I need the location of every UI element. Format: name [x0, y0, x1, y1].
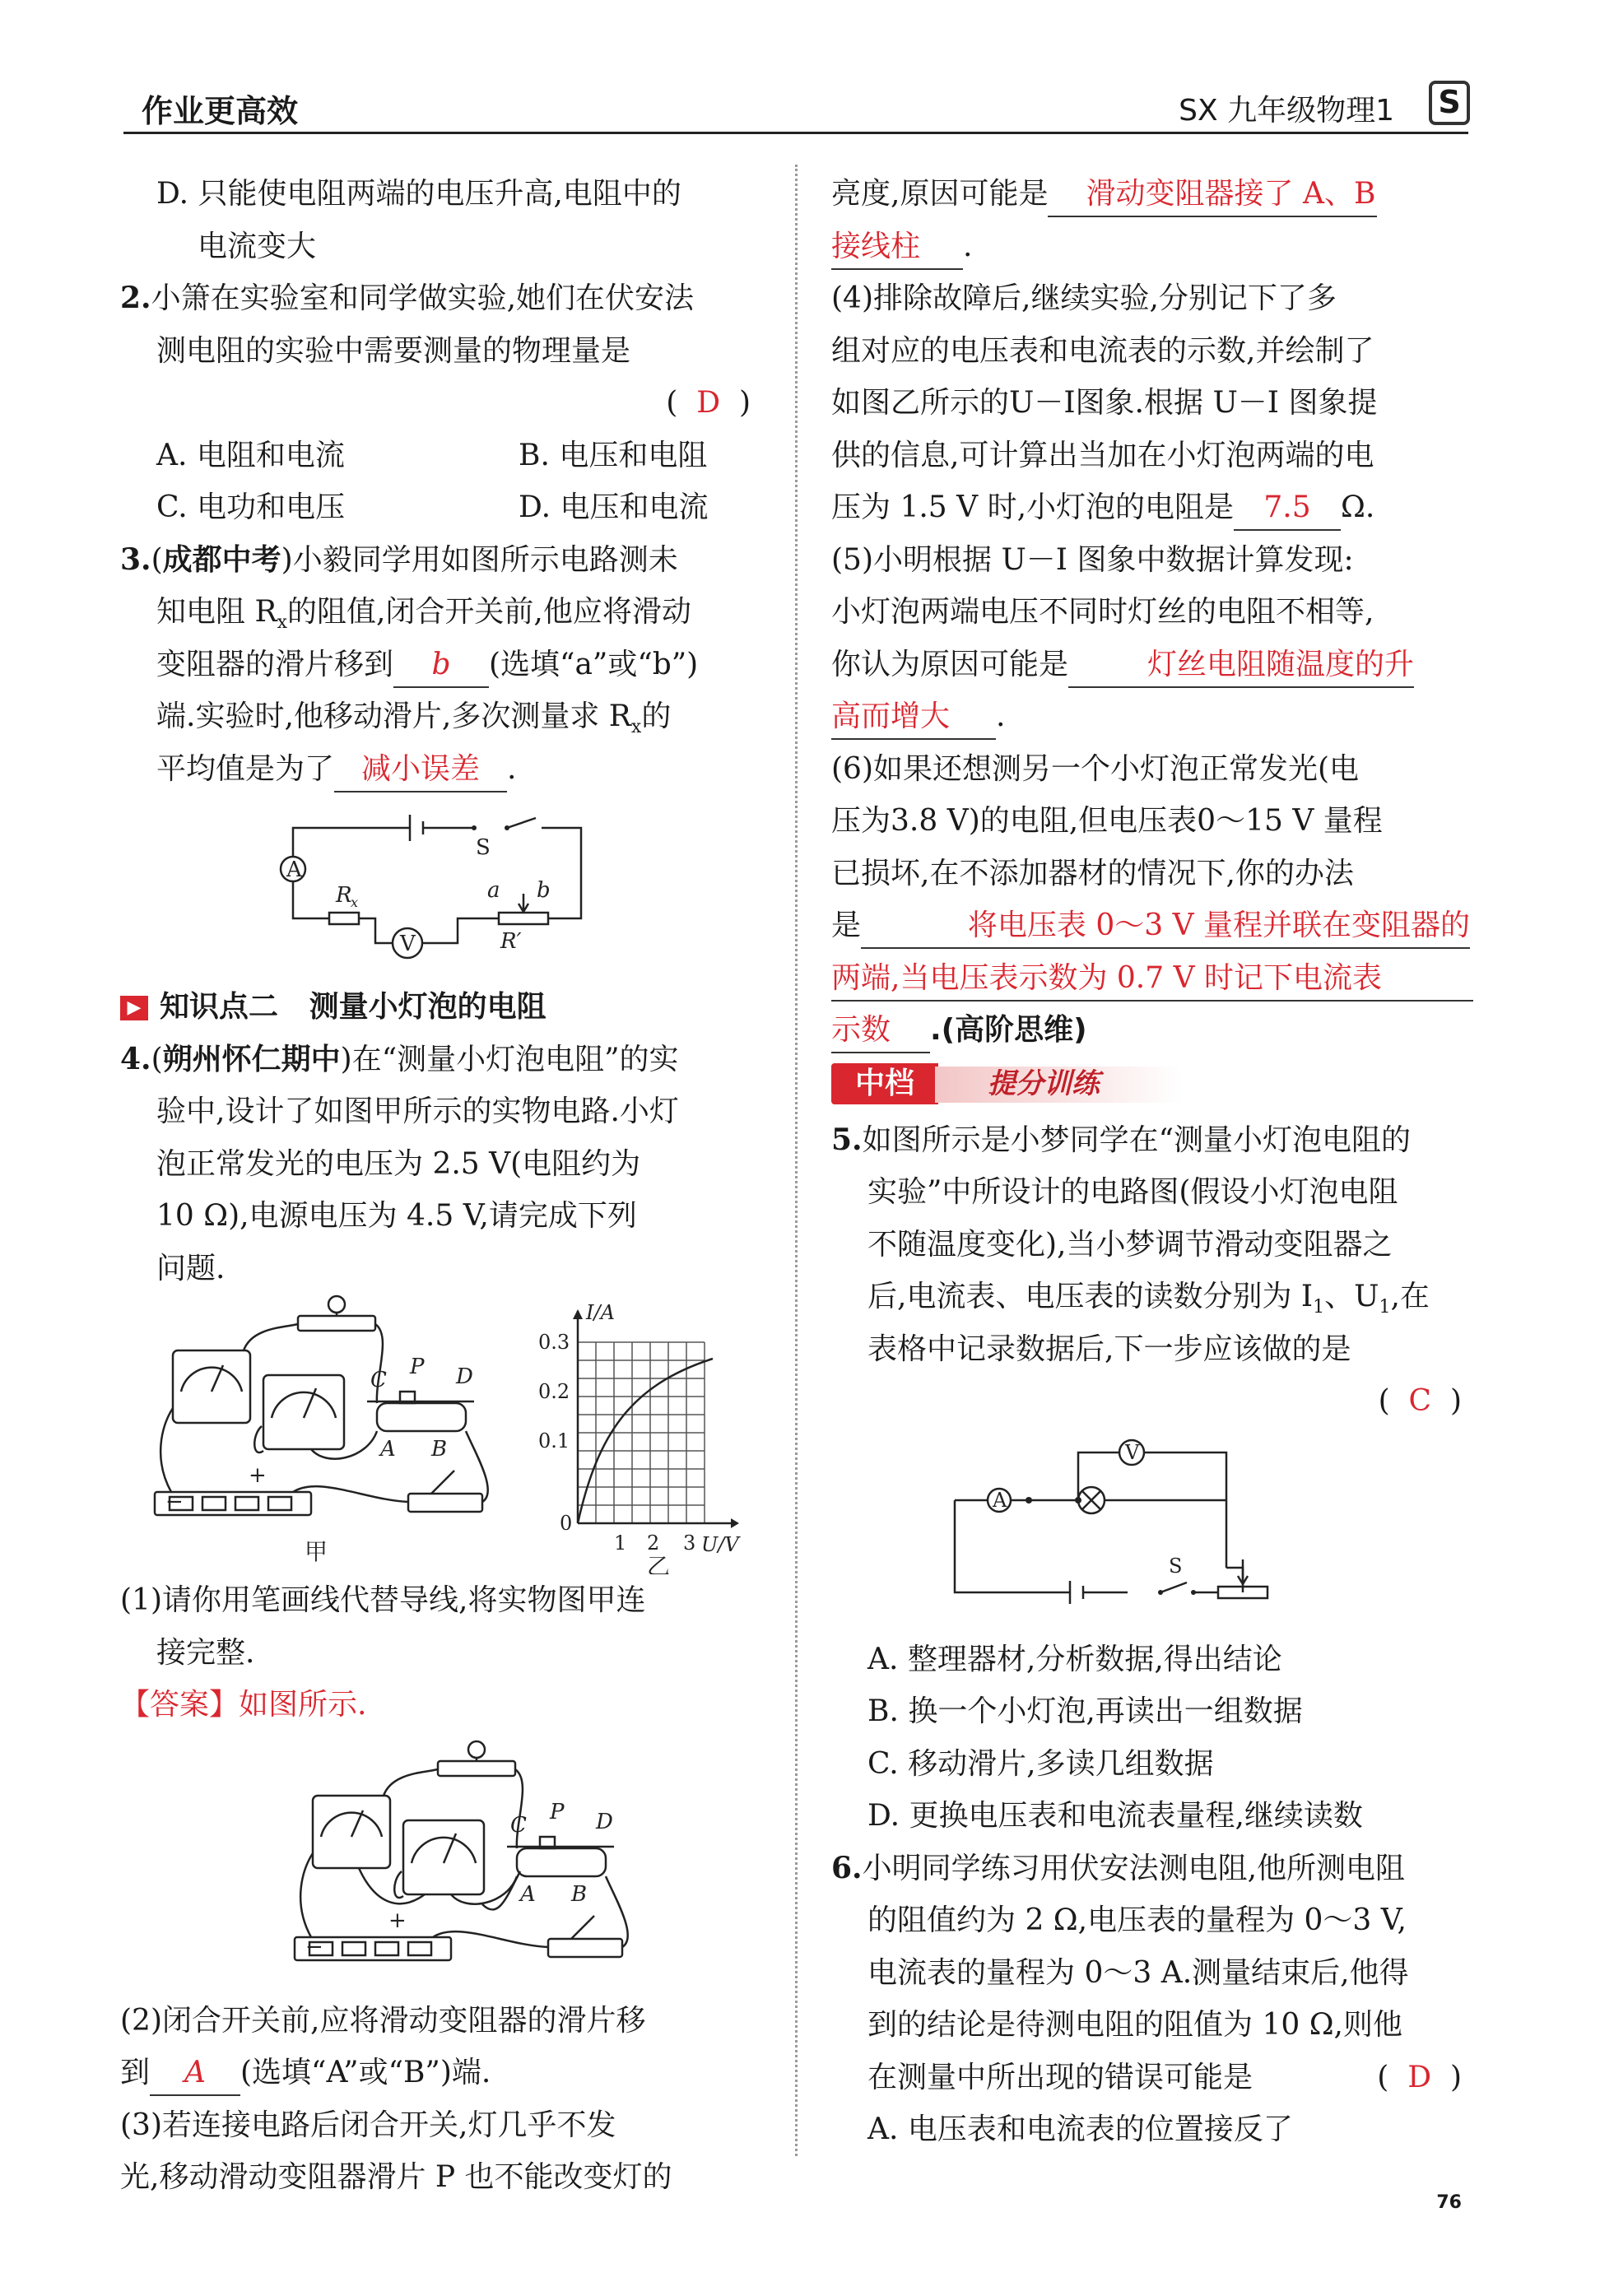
q3-rheostat-label: R′	[500, 929, 522, 954]
ans-slider-p: P	[550, 1799, 565, 1824]
p4-blank: 7.5	[1234, 486, 1341, 531]
q5-number: 5.	[831, 1122, 863, 1157]
answer-circuit-svg	[120, 1731, 770, 1995]
q5-answer-line	[831, 1375, 1481, 1428]
q3-text1: 小毅同学用如图所示电路测未	[292, 542, 678, 577]
p3-end: .	[963, 229, 973, 263]
q3-circuit-figure	[120, 795, 770, 976]
q4-number: 4.	[120, 1041, 151, 1076]
graph-ytick-0: 0	[560, 1512, 573, 1535]
p6-tag: .(高阶思维)	[930, 1013, 1087, 1047]
q5-text4mid: 、U	[1324, 1280, 1379, 1313]
q4-line1: 4.(朔州怀仁期中)在“测量小灯泡电阻”的实	[120, 1041, 679, 1076]
figure-jia-caption: 甲	[305, 1538, 328, 1565]
q6-line2: 的阻值约为 2 Ω,电压表的量程为 0～3 V,	[867, 1903, 1407, 1937]
q6-text1: 小明同学练习用伏安法测电阻,他所测电阻	[862, 1851, 1406, 1885]
q5-sub2: 1	[1379, 1297, 1391, 1318]
q3-text2b: 的阻值,闭合开关前,他应将滑动	[286, 595, 691, 629]
iu-graph	[538, 1301, 741, 1556]
column-divider	[795, 165, 798, 2156]
q6-answer: ( D )	[1377, 2060, 1462, 2094]
q1-option-d-line2: 电流变大	[198, 229, 317, 263]
p4-text: 压为 1.5 V 时,小灯泡的电阻是	[831, 490, 1235, 524]
q3-number: 3.	[120, 541, 151, 577]
left-column	[120, 168, 770, 2204]
q5-text4b: ,在	[1390, 1280, 1430, 1313]
q4-line2: 验中,设计了如图甲所示的实物电路.小灯	[156, 1095, 679, 1128]
q2-options-row1	[120, 430, 770, 482]
jia-terminal-b: B	[431, 1437, 448, 1462]
banner-level: 中档	[831, 1063, 938, 1104]
q3-source: 成都中考	[162, 542, 281, 577]
q5-option-a: A. 整理器材,分析数据,得出结论	[867, 1642, 1282, 1676]
q4-line5: 问题.	[156, 1251, 226, 1285]
ans-terminal-a: A	[520, 1881, 536, 1907]
q4-figures-svg	[120, 1294, 770, 1574]
q4-p3-cont2	[831, 221, 1481, 273]
q3-line5	[120, 743, 770, 796]
q3-text2a: 知电阻 R	[156, 595, 277, 629]
q5-text1: 如图所示是小梦同学在“测量小灯泡电阻的	[862, 1122, 1411, 1157]
p3-blank2: 接线柱	[831, 225, 963, 270]
q4-p1-line2: 接完整.	[156, 1635, 255, 1670]
jia-terminal-a: A	[380, 1437, 396, 1462]
p6-blank2: 两端,当电压表示数为 0.7 V 时记下电流表	[831, 957, 1473, 1002]
q4-p4-line5	[831, 481, 1481, 534]
q2-option-c: C. 电功和电压	[156, 490, 346, 524]
banner-title: 提分训练	[988, 1067, 1100, 1100]
q5-line2: 实验”中所设计的电路图(假设小灯泡电阻	[867, 1175, 1398, 1209]
q5-line3: 不随温度变化),当小梦调节滑动变阻器之	[867, 1227, 1393, 1262]
graph-xtick-3: 3	[683, 1531, 696, 1555]
q4-p5-line4	[831, 690, 1481, 743]
q4-p4-line3: 如图乙所示的U－I图象.根据 U－I 图象提	[831, 386, 1378, 420]
q5-sub1: 1	[1313, 1297, 1325, 1318]
q2-answer-letter: D	[696, 386, 721, 420]
q4-p3-line2: 光,移动滑动变阻器滑片 P 也不能改变灯的	[120, 2160, 672, 2194]
jia-battery-minus: −	[165, 1490, 184, 1514]
kp2-title: 测量小灯泡的电阻	[309, 990, 547, 1024]
jia-slider-p: P	[410, 1355, 425, 1379]
publisher-logo: S	[1429, 81, 1470, 125]
q4-p3-cont	[831, 168, 1481, 221]
p6-blank1: 将电压表 0～3 V 量程并联在变阻器的	[861, 904, 1470, 949]
q4-p2-to: 到	[120, 2056, 151, 2089]
q3-switch-label: S	[476, 835, 491, 860]
q5-option-d: D. 更换电压表和电流表量程,继续读数	[867, 1799, 1363, 1833]
q5-line4	[831, 1271, 1481, 1323]
kp2-label: 知识点二	[160, 990, 279, 1024]
q4-figures	[120, 1294, 770, 1574]
q2-line1	[120, 272, 770, 325]
q3-text4a: 端.实验时,他移动滑片,多次测量求 R	[156, 699, 631, 733]
answer-tag: 【答案】	[120, 1688, 240, 1722]
q4-p6-line3: 已损坏,在不添加器材的情况下,你的办法	[831, 856, 1354, 890]
q4-p2-line1: (2)闭合开关前,应将滑动变阻器的滑片移	[120, 2003, 646, 2038]
q3-text3b: (选填“a”或“b”)	[489, 647, 699, 681]
q4-p2-blank: A	[150, 2052, 240, 2096]
answer-text: 如图所示.	[239, 1688, 367, 1722]
q4-p3-line1: (3)若连接电路后闭合开关,灯几乎不发	[120, 2108, 616, 2142]
q2-option-b: B. 电压和电阻	[519, 438, 708, 472]
graph-xtick-2: 2	[647, 1531, 660, 1555]
knowledge-point-2	[120, 981, 770, 1034]
q3-terminal-a: a	[487, 878, 500, 903]
q4-line4: 10 Ω),电源电压为 4.5 V,请完成下列	[156, 1199, 637, 1233]
q4-line3: 泡正常发光的电压为 2.5 V(电阻约为	[156, 1146, 641, 1181]
q3-rx-label: R	[336, 883, 352, 908]
right-column	[831, 168, 1481, 2156]
q3-voltmeter-label: V	[400, 932, 416, 956]
q3-text4b: 的	[641, 699, 672, 733]
q3-line2	[120, 586, 770, 639]
q3-terminal-b: b	[537, 878, 551, 903]
q6-line3: 电流表的量程为 0～3 A.测量结束后,他得	[867, 1955, 1409, 1990]
q6-option-a: A. 电压表和电流表的位置接反了	[867, 2112, 1293, 2146]
jia-terminal-c: C	[370, 1368, 387, 1392]
q3-blank1: b	[393, 644, 489, 688]
ans-terminal-b: B	[571, 1881, 588, 1907]
q4-p6-line2: 压为3.8 V)的电阻,但电压表0～15 V 量程	[831, 804, 1383, 838]
q4-p6-line6	[831, 1004, 1481, 1057]
header-rule	[123, 132, 1468, 134]
q3-text5a: 平均值是为了	[156, 751, 335, 786]
q2-answer-line	[120, 377, 770, 430]
ans-terminal-c: C	[510, 1812, 527, 1838]
q5-ammeter-label: A	[993, 1488, 1007, 1512]
q2-number: 2.	[120, 281, 151, 315]
ans-battery-minus: −	[305, 1934, 323, 1959]
p5-end: .	[996, 699, 1006, 733]
q6-number: 6.	[831, 1850, 863, 1885]
p3-blank1: 滑动变阻器接了 A、B	[1048, 173, 1377, 217]
p5-blank1: 灯丝电阻随温度的升	[1068, 644, 1414, 688]
q5-answer: ( C )	[1378, 1384, 1462, 1418]
jia-battery-plus: +	[249, 1463, 267, 1488]
section-banner	[831, 1057, 1481, 1109]
header-book-info: SX 九年级物理1	[1179, 94, 1394, 128]
q4-p5-line2: 小灯泡两端电压不同时灯丝的电阻不相等,	[831, 595, 1374, 629]
iu-curve	[578, 1359, 713, 1523]
q6-line5	[831, 2052, 1481, 2104]
q2-options-row2	[120, 481, 770, 534]
p3-cont-text: 亮度,原因可能是	[831, 177, 1049, 211]
q6-answer-letter: D	[1407, 2060, 1432, 2094]
graph-ytick-0.3: 0.3	[538, 1331, 570, 1354]
q6-line1	[831, 1843, 1481, 1895]
graph-ytick-0.2: 0.2	[538, 1380, 570, 1403]
q4-p5-line1: (5)小明根据 U－I 图象中数据计算发现:	[831, 542, 1354, 577]
q2-option-d: D. 电压和电流	[519, 490, 709, 524]
q5-option-b: B. 换一个小灯泡,再读出一组数据	[867, 1694, 1303, 1728]
page-number: 76	[1436, 2192, 1462, 2213]
circuit-photo-jia	[155, 1296, 488, 1515]
p5-text: 你认为原因可能是	[831, 647, 1069, 681]
q2-answer: ( D )	[666, 386, 751, 420]
p5-blank2: 高而增大	[831, 695, 996, 740]
q4-text1: 在“测量小灯泡电阻”的实	[351, 1042, 679, 1076]
q5-answer-letter: C	[1408, 1384, 1432, 1418]
q4-answer-figure	[120, 1731, 770, 1995]
q4-answer-line	[120, 1679, 770, 1731]
q5-text4a: 后,电流表、电压表的读数分别为 I	[867, 1280, 1314, 1313]
q4-p2-line2	[120, 2047, 770, 2099]
jia-terminal-d: D	[456, 1364, 473, 1389]
q5-voltmeter-label: V	[1125, 1440, 1140, 1464]
q4-p2-rest: (选填“A”或“B”)端.	[240, 2056, 491, 2089]
play-triangle-icon: ▶	[120, 996, 148, 1020]
q4-p5-line3	[831, 639, 1481, 691]
graph-x-label: U/V	[701, 1533, 739, 1556]
q6-line4: 到的结论是待测电阻的阻值为 10 Ω,则他	[867, 2008, 1402, 2042]
q5-circuit-svg	[831, 1428, 1481, 1634]
graph-ytick-0.1: 0.1	[538, 1429, 570, 1452]
q5-switch-label: S	[1169, 1554, 1183, 1578]
q3-sub1: x	[277, 612, 287, 634]
p6-blank3: 示数	[831, 1009, 930, 1053]
q4-p6-line1: (6)如果还想测另一个小灯泡正常发光(电	[831, 751, 1360, 786]
q4-p1-line1: (1)请你用笔画线代替导线,将实物图甲连	[120, 1583, 646, 1617]
q3-sub2: x	[630, 717, 642, 738]
p4-unit: Ω.	[1341, 490, 1375, 524]
p6-shi: 是	[831, 909, 862, 942]
q2-line2: 测电阻的实验中需要测量的物理量是	[156, 333, 631, 368]
q1-option-d-line1: D. 只能使电阻两端的电压升高,电阻中的	[156, 177, 681, 211]
q4-p6-line5	[831, 952, 1481, 1005]
q2-option-a: A. 电阻和电流	[156, 438, 345, 472]
q5-line1	[831, 1114, 1481, 1167]
q4-p4-line4: 供的信息,可计算出当加在小灯泡两端的电	[831, 438, 1374, 472]
q2-text1: 小箫在实验室和同学做实验,她们在伏安法	[151, 281, 695, 315]
q3-line3	[120, 639, 770, 691]
q4-source: 朔州怀仁期中	[162, 1042, 341, 1076]
figure-yi-caption: 乙	[647, 1553, 671, 1574]
q4-p4-line1: (4)排除故障后,继续实验,分别记下了多	[831, 281, 1337, 315]
graph-xtick-1: 1	[614, 1531, 627, 1555]
q3-ammeter-label: A	[286, 858, 302, 882]
q3-line1: 3.(成都中考)小毅同学用如图所示电路测未	[120, 541, 678, 577]
q3-blank2: 减小误差	[334, 748, 507, 792]
q3-line4	[120, 690, 770, 743]
ans-terminal-d: D	[596, 1809, 613, 1834]
q3-circuit-diagram	[120, 795, 770, 976]
q4-p4-line2: 组对应的电压表和电流表的示数,并绘制了	[831, 333, 1374, 368]
q5-circuit-figure	[831, 1428, 1481, 1634]
graph-y-label: I/A	[586, 1301, 615, 1324]
q5-option-c: C. 移动滑片,多读几组数据	[867, 1746, 1214, 1781]
q5-line5: 表格中记录数据后,下一步应该做的是	[867, 1332, 1351, 1366]
q3-text5b: .	[507, 751, 517, 786]
ans-battery-plus: +	[388, 1908, 407, 1933]
q3-rx-sub: x	[351, 895, 359, 910]
q4-p6-line4	[831, 899, 1481, 952]
q6-text5: 在测量中所出现的错误可能是	[867, 2060, 1253, 2094]
q3-text3a: 变阻器的滑片移到	[156, 647, 394, 681]
header-title: 作业更高效	[142, 93, 299, 129]
